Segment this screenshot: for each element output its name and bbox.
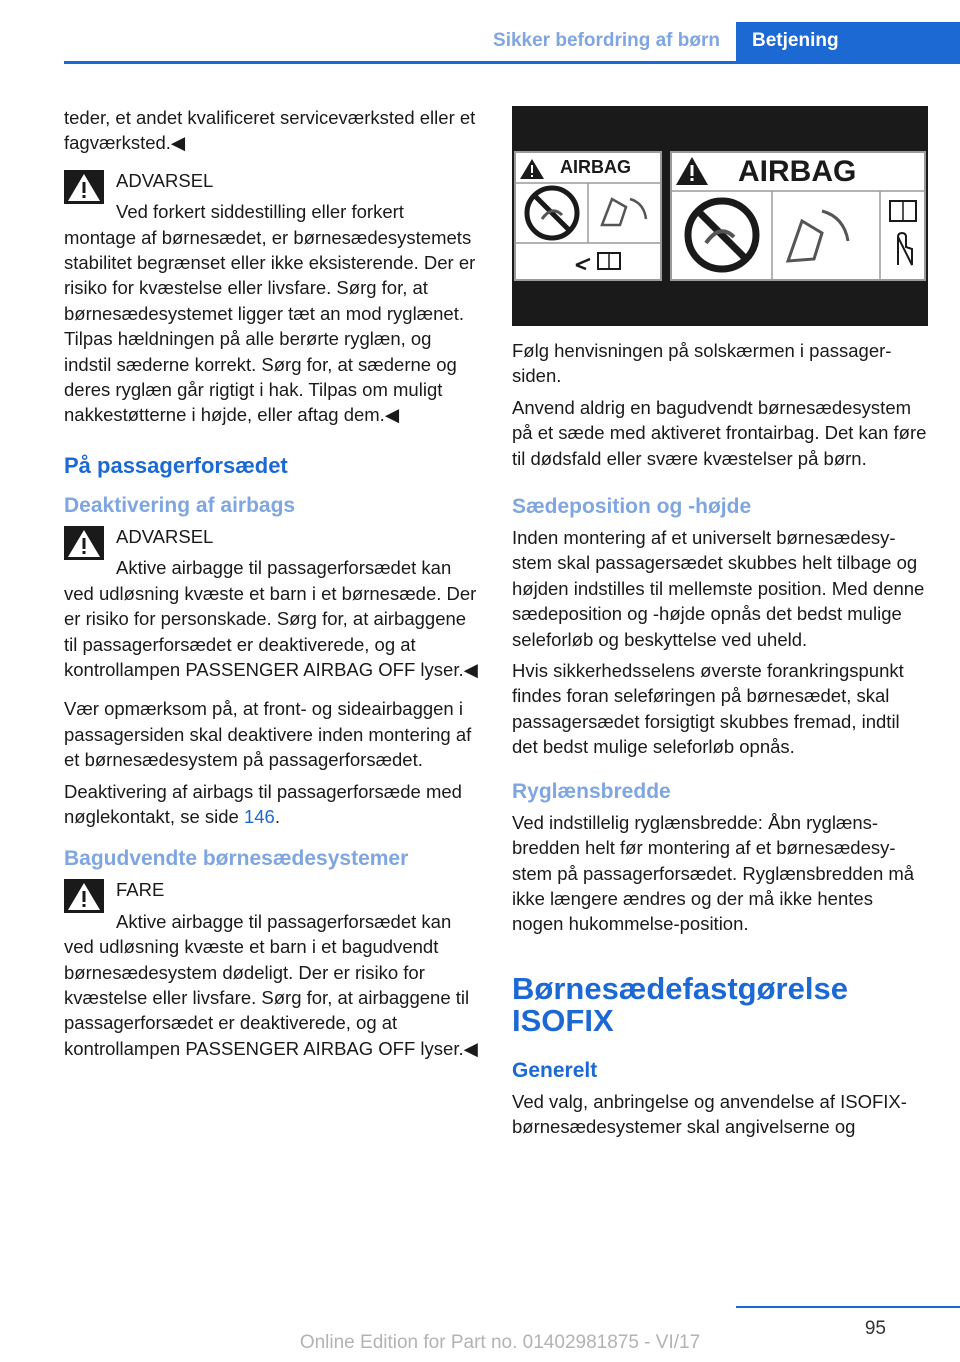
warning-text: Ved forkert siddestilling eller forkert montage af børnesædet, er børnesædesystemets stabilitet begrænset eller ikke eksisterende. Der er risiko for kvæstelse eller livsfare. Sørg for, at børnesædesystemet ligger tæt an mod ryglænet. Tilpas hældningen på alle berørte ryglæn, og indstil sæderne korrekt. Sørg for, at sæderne og deres ryglæn går rigtigt i hak. Tilpas om muligt nakkestøtterne i højde, eller aftag dem.◀ <box>64 201 476 426</box>
edition-footer: Online Edition for Part no. 01402981875 - VI/17 <box>299 1332 701 1353</box>
page-reference-link[interactable]: 146 <box>243 805 275 827</box>
front-side-airbag-paragraph: Vær opmærksom på, at front- og sideairbaggen i passagersiden skal deaktivere inden montering af et børnesædesystem på passagerforsædet. <box>64 698 472 771</box>
anchor-point-paragraph: Hvis sikkerhedsselens øverste forankringspunkt findes foran seleføringen på børnesædet, skal passagersædet forsigtigt skubbes fremad, indtil det bedst mulige seleforløb opnås. <box>512 660 904 758</box>
warning-title: ADVARSEL <box>116 169 214 191</box>
running-header-tab: Betjening <box>736 22 960 64</box>
heading-seat-position: Sædeposition og -højde <box>512 495 752 519</box>
heading-isofix: Børnesædefastgørelse ISOFIX <box>512 970 848 1038</box>
warning-triangle-icon <box>64 879 104 913</box>
danger-title: FARE <box>116 879 165 901</box>
danger-text: Aktive airbagge til passagerforsædet kan ved udløsning kvæste et barn i et bagudvendt børnesædesystem dødeligt. Der er risiko for kvæstelse eller livsfare. Sørg for, at airbaggene til passagerforsædet er deaktiverede, og at kontrollampen PASSENGER AIRBAG OFF lyser.◀ <box>64 910 478 1059</box>
danger-block <box>64 877 478 1061</box>
airbag-label-large <box>670 151 926 281</box>
warning-text: Aktive airbagge til passagerforsædet kan ved udløsning kvæste et barn i et børnesæde. Der er risiko for personskade. Sørg for, at airbaggene til passagerforsædet er deaktiverede, og at kontrollampen PASSENGER AIRBAG OFF lyser.◀ <box>64 557 478 680</box>
airbag-label-small <box>514 151 662 281</box>
key-switch-paragraph <box>64 779 478 830</box>
warning-triangle-icon <box>64 170 104 204</box>
intro-paragraph: teder, et andet kvalificeret serviceværksted eller et fagværksted.◀ <box>64 107 476 154</box>
heading-rear-facing: Bagudvendte børnesædesystemer <box>64 847 409 871</box>
warning-title: ADVARSEL <box>116 525 214 547</box>
key-switch-text: Deaktivering af airbags til passagerforsæde med nøglekontakt, se side <box>64 780 462 827</box>
right-column <box>512 106 928 1146</box>
never-rear-facing-paragraph: Anvend aldrig en bagudvendt børnesædesystem på et sæde med aktiveret frontairbag. Det kan føre til dødsfald eller svære kvæstelser på børn. <box>512 396 927 469</box>
airbag-label-large-text: AIRBAG <box>738 155 857 188</box>
running-header-section: Sikker befordring af børn <box>493 30 720 51</box>
warning-triangle-icon <box>64 526 104 560</box>
heading-airbag-deactivation: Deaktivering af airbags <box>64 493 296 517</box>
sun-visor-paragraph: Følg henvisningen på solskærmen i passagersiden. <box>512 340 892 387</box>
header-rule <box>64 61 960 64</box>
warning-block-seating <box>64 168 478 428</box>
warning-block-airbags <box>64 524 478 682</box>
airbag-warning-labels-figure <box>512 106 928 326</box>
airbag-label-small-text: AIRBAG <box>560 157 631 177</box>
key-switch-suffix: . <box>274 805 280 827</box>
page-number: 95 <box>864 1318 886 1339</box>
heading-backrest-width: Ryglænsbredde <box>512 779 671 803</box>
seat-position-paragraph: Inden montering af et universelt børnesædesystem skal passagersædet skubbes helt tilbage og højden indstilles til mellemste position. Med denne sædeposition og -højde opnås det bedst mulige seleforløb og beskyttelse ved uheld. <box>512 527 925 650</box>
heading-general: Generelt <box>512 1058 598 1082</box>
footer-rule <box>736 1306 960 1308</box>
backrest-width-paragraph: Ved indstillelig ryglænsbredde: Åbn ryglænsbredden helt før montering af et børnesædesystem på passagerforsædet. Ryglænsbredden må ikke længere ændres og der må ikke hentes nogen hukommelse-position. <box>512 811 915 935</box>
heading-passenger-seat: På passagerforsædet <box>64 452 288 478</box>
general-paragraph: Ved valg, anbringelse og anvendelse af ISOFIX-børnesædesystemer skal angivelserne og <box>512 1090 907 1138</box>
left-column <box>64 105 478 1075</box>
